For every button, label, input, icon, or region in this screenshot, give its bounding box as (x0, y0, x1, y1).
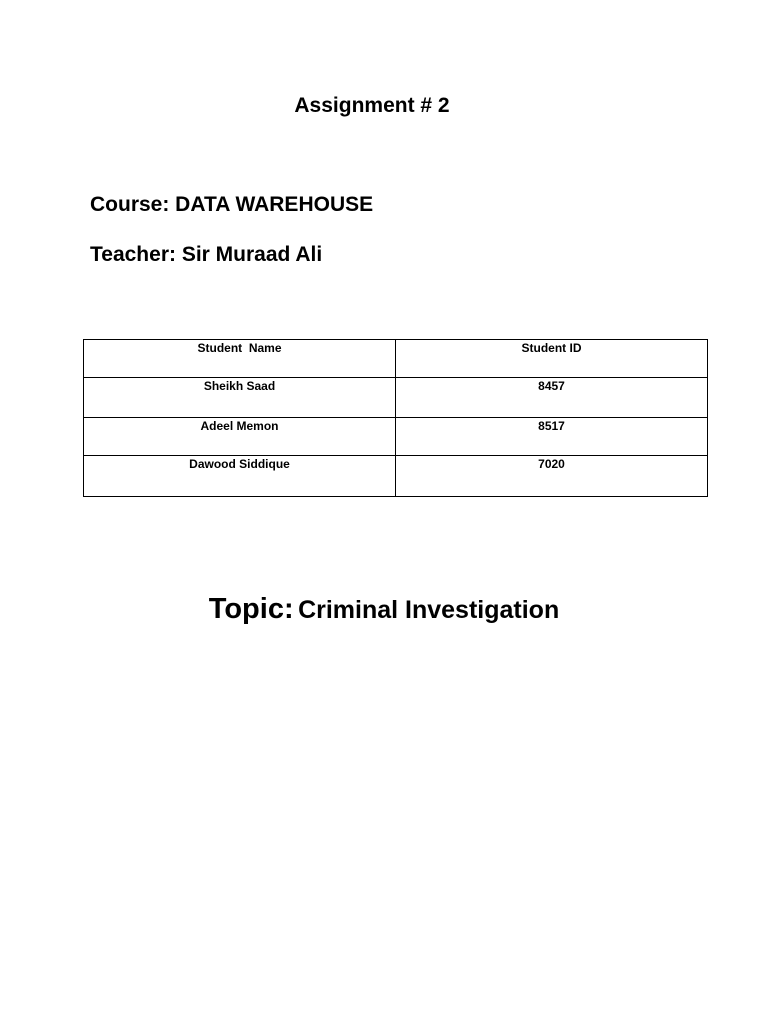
student-name-cell: Sheikh Saad (84, 378, 396, 418)
student-id-cell: 8457 (396, 378, 708, 418)
students-table (83, 339, 708, 497)
table-row (84, 456, 708, 497)
topic-line (0, 593, 768, 626)
topic-label: Topic: (208, 593, 294, 625)
header-student-name: Student Name (84, 340, 396, 378)
header-student-id: Student ID (396, 340, 708, 378)
course-line: Course: DATA WAREHOUSE (90, 193, 374, 216)
student-name-cell: Adeel Memon (84, 418, 396, 456)
table-row (84, 378, 708, 418)
teacher-line: Teacher: Sir Muraad Ali (90, 243, 323, 266)
table-row (84, 418, 708, 456)
topic-value: Criminal Investigation (298, 596, 560, 624)
table-header-row (84, 340, 708, 378)
assignment-title: Assignment # 2 (294, 94, 450, 117)
student-name-cell: Dawood Siddique (84, 456, 396, 497)
student-id-cell: 8517 (396, 418, 708, 456)
student-id-cell: 7020 (396, 456, 708, 497)
